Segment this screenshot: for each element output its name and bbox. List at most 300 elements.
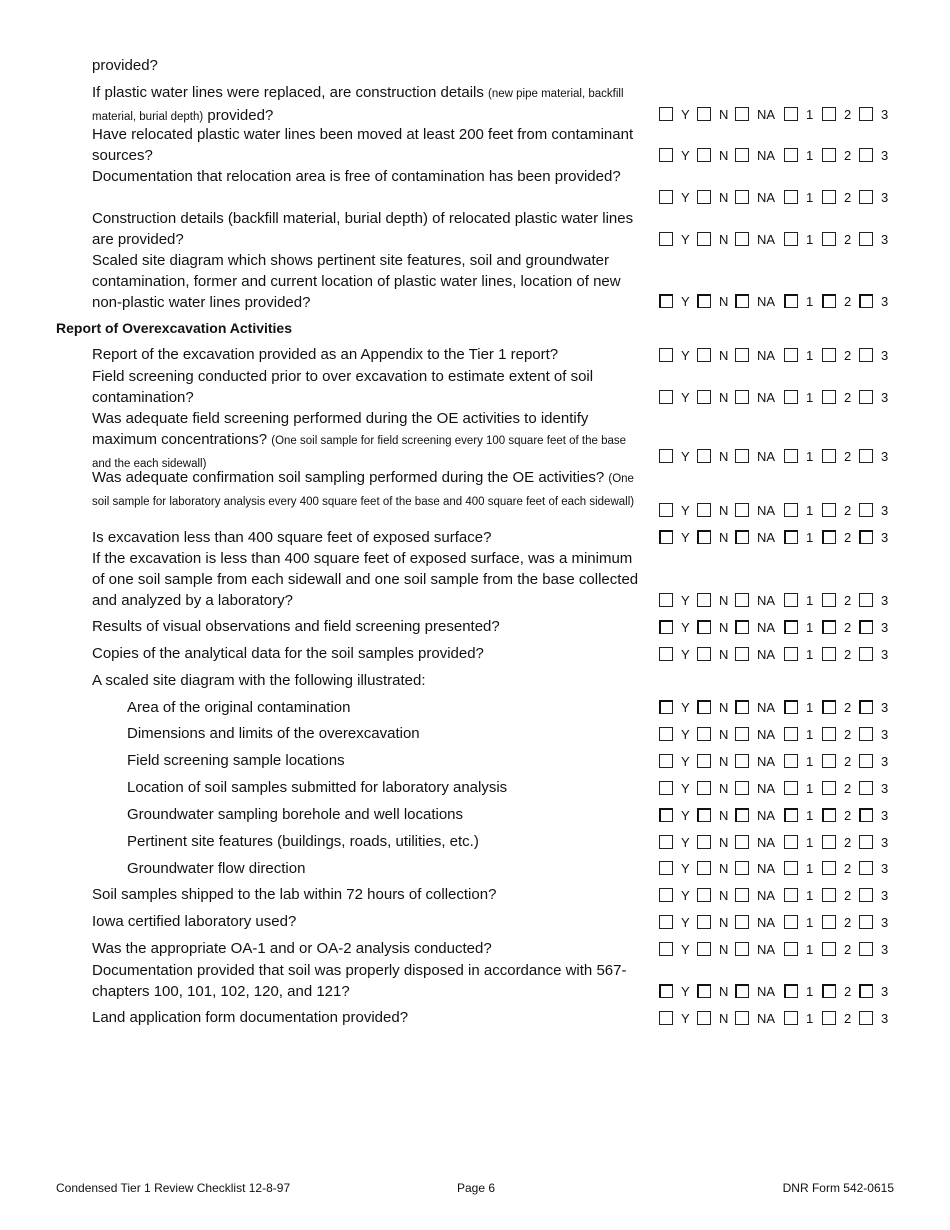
option-label: N (719, 390, 729, 405)
option-label: 3 (881, 107, 889, 122)
option-label: 1 (806, 530, 814, 545)
checkbox-3[interactable] (859, 888, 873, 902)
option-label: Y (681, 835, 690, 850)
option-label: Y (681, 861, 690, 876)
checkbox-na[interactable] (735, 148, 749, 162)
checkbox-no[interactable] (697, 808, 711, 822)
question-text (92, 643, 640, 664)
checkbox-na[interactable] (735, 754, 749, 768)
question-part: Groundwater sampling borehole and well locations (127, 806, 464, 823)
checkbox-3[interactable] (859, 232, 873, 246)
checkbox-2[interactable] (822, 835, 836, 849)
checkbox-2[interactable] (822, 503, 836, 517)
option-label: N (719, 190, 729, 205)
option-label: 3 (881, 727, 889, 742)
checkbox-yes[interactable] (659, 348, 673, 362)
option-label: Y (681, 593, 690, 608)
option-label: 3 (881, 530, 889, 545)
question-part: Was the appropriate OA-1 and or OA-2 analysis conducted? (92, 940, 492, 957)
option-label: 2 (844, 942, 852, 957)
checkbox-2[interactable] (822, 984, 836, 998)
question-part: Area of the original contamination (127, 699, 351, 716)
checkbox-no[interactable] (697, 449, 711, 463)
checkbox-2[interactable] (822, 593, 836, 607)
question-text (92, 1007, 640, 1028)
checkbox-no[interactable] (697, 503, 711, 517)
option-label: N (719, 593, 729, 608)
checkbox-na[interactable] (735, 1011, 749, 1025)
checkbox-no[interactable] (697, 148, 711, 162)
option-label: 1 (806, 107, 814, 122)
question-part: Dimensions and limits of the overexcavation (127, 725, 420, 742)
checkbox-yes[interactable] (659, 232, 673, 246)
option-label: NA (757, 390, 776, 405)
checkbox-1[interactable] (784, 390, 798, 404)
option-label: 2 (844, 700, 852, 715)
option-label: 1 (806, 348, 814, 363)
checkbox-yes[interactable] (659, 888, 673, 902)
option-label: 2 (844, 503, 852, 518)
checkbox-no[interactable] (697, 390, 711, 404)
checkbox-2[interactable] (822, 390, 836, 404)
option-label: NA (757, 808, 776, 823)
checkbox-yes[interactable] (659, 915, 673, 929)
checkbox-no[interactable] (697, 1011, 711, 1025)
question-part: If the excavation is less than 400 square feet of exposed surface, was a minimum of one soil sample from each sidewall and one soil sample from the base collected and analyzed by a laboratory? (92, 550, 639, 609)
question-note: (new pipe material, backfill material, burial depth) (92, 88, 624, 123)
option-label: 1 (806, 984, 814, 999)
option-label: 2 (844, 888, 852, 903)
checkbox-3[interactable] (859, 294, 873, 308)
option-label: Y (681, 232, 690, 247)
question-text (127, 858, 640, 879)
checkbox-2[interactable] (822, 294, 836, 308)
question-text (92, 344, 640, 365)
question-text (92, 124, 640, 166)
option-label: N (719, 1011, 729, 1026)
checkbox-no[interactable] (697, 620, 711, 634)
checkbox-no[interactable] (697, 915, 711, 929)
checkbox-yes[interactable] (659, 727, 673, 741)
checkbox-2[interactable] (822, 727, 836, 741)
checkbox-yes[interactable] (659, 593, 673, 607)
checkbox-1[interactable] (784, 984, 798, 998)
checkbox-3[interactable] (859, 915, 873, 929)
checkbox-na[interactable] (735, 915, 749, 929)
checkbox-2[interactable] (822, 148, 836, 162)
option-label: NA (757, 754, 776, 769)
question-part: A scaled site diagram with the following illustrated: (92, 672, 426, 689)
option-label: 3 (881, 449, 889, 464)
checkbox-na[interactable] (735, 190, 749, 204)
checkbox-3[interactable] (859, 620, 873, 634)
question-part: Scaled site diagram which shows pertinent site features, soil and groundwater contamination, former and current location of plastic water lines, location of new non-plastic water lines provided? (92, 252, 621, 311)
option-label: Y (681, 754, 690, 769)
checkbox-2[interactable] (822, 808, 836, 822)
checkbox-3[interactable] (859, 348, 873, 362)
option-label: 1 (806, 808, 814, 823)
question-part: Was adequate field screening performed during the OE activities to identify maximum concentrations? (92, 410, 589, 448)
checkbox-1[interactable] (784, 1011, 798, 1025)
checkbox-3[interactable] (859, 148, 873, 162)
option-label: 2 (844, 984, 852, 999)
checkbox-no[interactable] (697, 107, 711, 121)
checkbox-3[interactable] (859, 781, 873, 795)
question-text (92, 884, 640, 905)
checkbox-2[interactable] (822, 348, 836, 362)
checkbox-2[interactable] (822, 861, 836, 875)
checkbox-na[interactable] (735, 232, 749, 246)
checkbox-2[interactable] (822, 530, 836, 544)
question-part: If plastic water lines were replaced, are construction details (92, 84, 489, 101)
checkbox-na[interactable] (735, 107, 749, 121)
checkbox-no[interactable] (697, 190, 711, 204)
checkbox-3[interactable] (859, 808, 873, 822)
question-text (92, 408, 640, 475)
option-label: 2 (844, 107, 852, 122)
option-label: N (719, 835, 729, 850)
option-label: 2 (844, 190, 852, 205)
checkbox-yes[interactable] (659, 190, 673, 204)
question-text (92, 548, 640, 611)
checkbox-yes[interactable] (659, 808, 673, 822)
option-label: NA (757, 915, 776, 930)
option-label: Y (681, 148, 690, 163)
checkbox-1[interactable] (784, 808, 798, 822)
option-label: NA (757, 700, 776, 715)
option-label: 1 (806, 503, 814, 518)
checkbox-yes[interactable] (659, 148, 673, 162)
option-label: 1 (806, 593, 814, 608)
question-text (127, 831, 640, 852)
checkbox-no[interactable] (697, 984, 711, 998)
question-text (92, 616, 640, 637)
checkbox-3[interactable] (859, 107, 873, 121)
checkbox-1[interactable] (784, 781, 798, 795)
question-part: Field screening sample locations (127, 752, 345, 769)
option-label: Y (681, 781, 690, 796)
question-part: Pertinent site features (buildings, roads, utilities, etc.) (127, 833, 479, 850)
checkbox-3[interactable] (859, 190, 873, 204)
option-label: NA (757, 190, 776, 205)
checkbox-yes[interactable] (659, 449, 673, 463)
checkbox-1[interactable] (784, 593, 798, 607)
option-label: N (719, 107, 729, 122)
checkbox-3[interactable] (859, 835, 873, 849)
question-text (92, 82, 640, 128)
option-label: 1 (806, 835, 814, 850)
option-label: NA (757, 449, 776, 464)
checkbox-1[interactable] (784, 449, 798, 463)
option-label: N (719, 503, 729, 518)
checkbox-1[interactable] (784, 861, 798, 875)
option-label: N (719, 647, 729, 662)
checkbox-yes[interactable] (659, 835, 673, 849)
question-text (127, 804, 640, 825)
option-label: NA (757, 232, 776, 247)
checkbox-na[interactable] (735, 808, 749, 822)
checkbox-3[interactable] (859, 449, 873, 463)
question-part: Documentation that relocation area is free of contamination has been provided? (92, 168, 621, 185)
checkbox-yes[interactable] (659, 620, 673, 634)
option-label: 1 (806, 942, 814, 957)
option-label: 3 (881, 390, 889, 405)
checkbox-3[interactable] (859, 530, 873, 544)
checkbox-yes[interactable] (659, 294, 673, 308)
checkbox-2[interactable] (822, 232, 836, 246)
option-label: Y (681, 620, 690, 635)
option-label: 3 (881, 835, 889, 850)
option-label: 2 (844, 861, 852, 876)
option-label: N (719, 727, 729, 742)
checkbox-yes[interactable] (659, 754, 673, 768)
option-label: Y (681, 942, 690, 957)
option-label: 1 (806, 449, 814, 464)
option-label: NA (757, 148, 776, 163)
checkbox-na[interactable] (735, 449, 749, 463)
checkbox-3[interactable] (859, 1011, 873, 1025)
checkbox-1[interactable] (784, 530, 798, 544)
checkbox-1[interactable] (784, 148, 798, 162)
option-label: 1 (806, 700, 814, 715)
option-label: 3 (881, 232, 889, 247)
checkbox-yes[interactable] (659, 503, 673, 517)
option-label: 2 (844, 727, 852, 742)
checkbox-1[interactable] (784, 647, 798, 661)
checkbox-na[interactable] (735, 727, 749, 741)
checkbox-yes[interactable] (659, 390, 673, 404)
checkbox-na[interactable] (735, 700, 749, 714)
option-label: Y (681, 647, 690, 662)
question-note: (One soil sample for laboratory analysis every 400 square feet of the base and 400 square feet of each sidewall) (92, 473, 635, 508)
checkbox-3[interactable] (859, 727, 873, 741)
checkbox-yes[interactable] (659, 942, 673, 956)
option-label: 1 (806, 861, 814, 876)
checkbox-2[interactable] (822, 107, 836, 121)
checkbox-2[interactable] (822, 754, 836, 768)
checkbox-no[interactable] (697, 942, 711, 956)
checkbox-no[interactable] (697, 647, 711, 661)
checkbox-yes[interactable] (659, 984, 673, 998)
option-label: N (719, 915, 729, 930)
checkbox-no[interactable] (697, 593, 711, 607)
question-text (92, 960, 640, 1002)
footer-form-number: DNR Form 542-0615 (782, 1181, 894, 1195)
option-label: Y (681, 808, 690, 823)
option-label: Y (681, 984, 690, 999)
option-label: 1 (806, 647, 814, 662)
checkbox-na[interactable] (735, 942, 749, 956)
checkbox-na[interactable] (735, 593, 749, 607)
checkbox-na[interactable] (735, 781, 749, 795)
checkbox-2[interactable] (822, 449, 836, 463)
question-part: Iowa certified laboratory used? (92, 913, 297, 930)
question-part: Copies of the analytical data for the soil samples provided? (92, 645, 484, 662)
option-label: NA (757, 503, 776, 518)
option-label: 1 (806, 190, 814, 205)
option-label: 3 (881, 984, 889, 999)
checkbox-2[interactable] (822, 888, 836, 902)
checkbox-na[interactable] (735, 294, 749, 308)
checkbox-no[interactable] (697, 700, 711, 714)
checkbox-1[interactable] (784, 942, 798, 956)
question-part: Groundwater flow direction (127, 860, 306, 877)
checkbox-no[interactable] (697, 781, 711, 795)
option-label: 2 (844, 232, 852, 247)
checkbox-3[interactable] (859, 390, 873, 404)
option-label: N (719, 700, 729, 715)
option-label: Y (681, 700, 690, 715)
checkbox-no[interactable] (697, 294, 711, 308)
checkbox-na[interactable] (735, 647, 749, 661)
option-label: N (719, 294, 729, 309)
checkbox-yes[interactable] (659, 530, 673, 544)
checkbox-3[interactable] (859, 861, 873, 875)
checkbox-no[interactable] (697, 861, 711, 875)
checkbox-1[interactable] (784, 232, 798, 246)
option-label: 3 (881, 1011, 889, 1026)
checkbox-2[interactable] (822, 700, 836, 714)
question-text (92, 250, 640, 313)
checkbox-1[interactable] (784, 294, 798, 308)
checkbox-1[interactable] (784, 727, 798, 741)
checkbox-1[interactable] (784, 754, 798, 768)
option-label: 1 (806, 294, 814, 309)
option-label: Y (681, 727, 690, 742)
option-label: 3 (881, 861, 889, 876)
option-label: 3 (881, 942, 889, 957)
option-label: Y (681, 190, 690, 205)
checkbox-3[interactable] (859, 503, 873, 517)
checkbox-yes[interactable] (659, 1011, 673, 1025)
option-label: 3 (881, 700, 889, 715)
option-label: NA (757, 294, 776, 309)
option-label: NA (757, 647, 776, 662)
question-part: Land application form documentation provided? (92, 1009, 409, 1026)
checkbox-3[interactable] (859, 754, 873, 768)
checkbox-na[interactable] (735, 888, 749, 902)
checkbox-3[interactable] (859, 942, 873, 956)
option-label: 2 (844, 449, 852, 464)
question-text (92, 467, 640, 513)
checkbox-no[interactable] (697, 754, 711, 768)
option-label: 1 (806, 754, 814, 769)
checkbox-1[interactable] (784, 915, 798, 929)
option-label: N (719, 781, 729, 796)
checkbox-1[interactable] (784, 700, 798, 714)
checklist-text (92, 55, 640, 76)
option-label: 2 (844, 835, 852, 850)
question-text (92, 938, 640, 959)
checkbox-2[interactable] (822, 915, 836, 929)
option-label: 2 (844, 348, 852, 363)
option-label: N (719, 620, 729, 635)
checkbox-na[interactable] (735, 620, 749, 634)
checkbox-na[interactable] (735, 348, 749, 362)
option-label: 2 (844, 294, 852, 309)
checkbox-2[interactable] (822, 942, 836, 956)
question-text (92, 911, 640, 932)
question-part: provided? (92, 57, 158, 74)
option-label: 2 (844, 530, 852, 545)
checkbox-2[interactable] (822, 190, 836, 204)
checkbox-2[interactable] (822, 620, 836, 634)
checkbox-1[interactable] (784, 503, 798, 517)
checkbox-na[interactable] (735, 984, 749, 998)
checkbox-3[interactable] (859, 647, 873, 661)
checkbox-na[interactable] (735, 503, 749, 517)
option-label: N (719, 754, 729, 769)
checkbox-na[interactable] (735, 530, 749, 544)
checkbox-yes[interactable] (659, 700, 673, 714)
checkbox-1[interactable] (784, 620, 798, 634)
checkbox-1[interactable] (784, 348, 798, 362)
option-label: 2 (844, 781, 852, 796)
checkbox-1[interactable] (784, 190, 798, 204)
checkbox-yes[interactable] (659, 781, 673, 795)
option-label: 1 (806, 1011, 814, 1026)
checkbox-1[interactable] (784, 107, 798, 121)
checkbox-1[interactable] (784, 888, 798, 902)
option-label: 1 (806, 148, 814, 163)
checkbox-na[interactable] (735, 861, 749, 875)
option-label: NA (757, 781, 776, 796)
checkbox-no[interactable] (697, 888, 711, 902)
checkbox-3[interactable] (859, 593, 873, 607)
checkbox-3[interactable] (859, 700, 873, 714)
checkbox-yes[interactable] (659, 107, 673, 121)
checkbox-3[interactable] (859, 984, 873, 998)
checkbox-2[interactable] (822, 781, 836, 795)
option-label: 2 (844, 647, 852, 662)
checkbox-no[interactable] (697, 348, 711, 362)
option-label: 2 (844, 808, 852, 823)
option-label: 1 (806, 727, 814, 742)
page-number: Page 6 (457, 1181, 496, 1195)
option-label: 3 (881, 294, 889, 309)
checkbox-2[interactable] (822, 647, 836, 661)
option-label: 3 (881, 620, 889, 635)
option-label: N (719, 861, 729, 876)
checkbox-yes[interactable] (659, 647, 673, 661)
checkbox-na[interactable] (735, 835, 749, 849)
checkbox-yes[interactable] (659, 861, 673, 875)
option-label: NA (757, 984, 776, 999)
option-label: Y (681, 348, 690, 363)
checkbox-2[interactable] (822, 1011, 836, 1025)
checkbox-no[interactable] (697, 835, 711, 849)
option-label: 3 (881, 808, 889, 823)
question-part: Construction details (backfill material, burial depth) of relocated plastic water lines are provided? (92, 210, 634, 248)
checkbox-1[interactable] (784, 835, 798, 849)
option-label: 3 (881, 348, 889, 363)
option-label: 2 (844, 593, 852, 608)
checkbox-no[interactable] (697, 530, 711, 544)
checkbox-no[interactable] (697, 727, 711, 741)
footer-form-title: Condensed Tier 1 Review Checklist 12-8-97 (56, 1181, 291, 1195)
question-part: Location of soil samples submitted for laboratory analysis (127, 779, 508, 796)
option-label: N (719, 888, 729, 903)
option-label: 1 (806, 390, 814, 405)
option-label: 2 (844, 148, 852, 163)
checkbox-na[interactable] (735, 390, 749, 404)
option-label: Y (681, 390, 690, 405)
option-label: NA (757, 861, 776, 876)
question-part: Soil samples shipped to the lab within 72 hours of collection? (92, 886, 497, 903)
option-label: NA (757, 530, 776, 545)
checkbox-no[interactable] (697, 232, 711, 246)
question-part: Report of the excavation provided as an Appendix to the Tier 1 report? (92, 346, 559, 363)
